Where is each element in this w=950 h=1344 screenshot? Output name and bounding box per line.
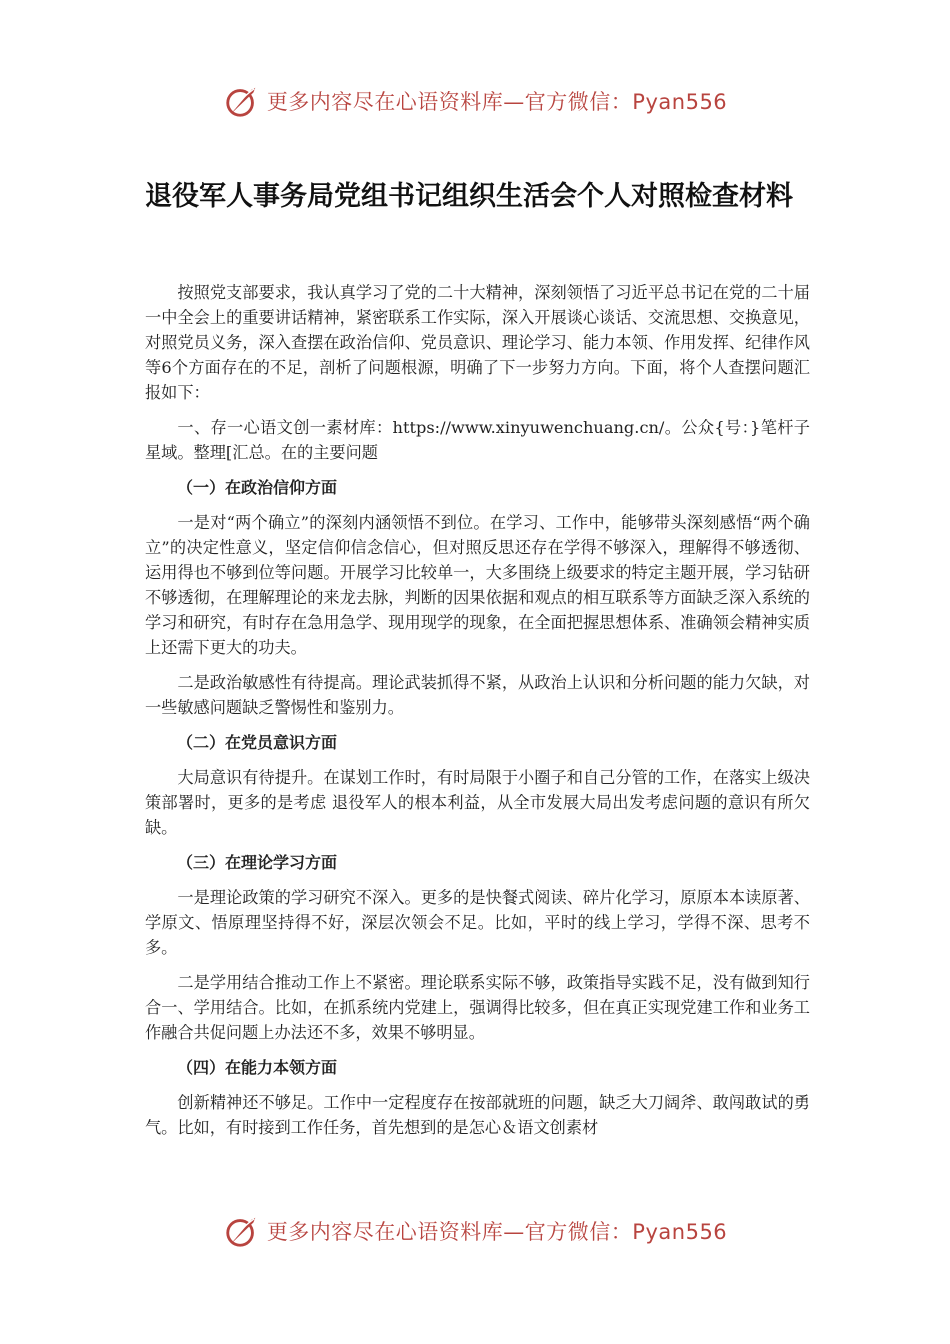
quill-pen-logo-icon <box>223 82 261 120</box>
document-body <box>145 280 810 1150</box>
footer-banner-text: 更多内容尽在心语资料库—官方微信：Pyan556 <box>266 1220 728 1244</box>
header-banner-text: 更多内容尽在心语资料库—官方微信：Pyan556 <box>266 90 728 114</box>
paragraph: 一是理论政策的学习研究不深入。更多的是快餐式阅读、碎片化学习，原原本本读原著、学原文、悟原理坚持得不好，深层次领会不足。比如，平时的线上学习，学得不深、思考不多。 <box>145 888 810 957</box>
subheading-ability: （四）在能力本领方面 <box>177 1058 338 1077</box>
subheading-political-belief: （一）在政治信仰方面 <box>177 478 338 497</box>
document-title: 退役军人事务局党组书记组织生活会个人对照检查材料 <box>145 181 793 212</box>
intro-paragraph: 按照党支部要求，我认真学习了党的二十大精神，深刻领悟了习近平总书记在党的二十届一中全会上的重要讲话精神，紧密联系工作实际，深入开展谈心谈话、交流思想、交换意见，对照党员义务，深入查摆在政治信仰、党员意识、理论学习、能力本领、作用发挥、纪律作风等6个方面存在的不足，剖析了问题根源，明确了下一步努力方向。下面，将个人查摆问题汇报如下： <box>145 283 810 402</box>
subheading-theory-study: （三）在理论学习方面 <box>177 853 338 872</box>
section-heading-problems: 一、存一心语文创一素材库：https://www.xinyuwenchuang.cn/。公众{号：}笔杆子星域。整理[汇总。在的主要问题 <box>145 418 810 462</box>
paragraph: 一是对“两个确立”的深刻内涵领悟不到位。在学习、工作中，能够带头深刻感悟“两个确立”的决定性意义，坚定信仰信念信心，但对照反思还存在学得不够深入，理解得不够透彻、运用得也不够到位等问题。开展学习比较单一，大多围绕上级要求的特定主题开展，学习钻研不够透彻，在理解理论的来龙去脉，判断的因果依据和观点的相互联系等方面缺乏深入系统的学习和研究，有时存在急用急学、现用现学的现象，在全面把握思想体系、准确领会精神实质上还需下更大的功夫。 <box>145 513 810 657</box>
paragraph: 创新精神还不够足。工作中一定程度存在按部就班的问题，缺乏大刀阔斧、敢闯敢试的勇气。比如，有时接到工作任务，首先想到的是怎心＆语文创素材 <box>145 1093 810 1137</box>
header-banner <box>0 78 950 124</box>
paragraph: 二是学用结合推动工作上不紧密。理论联系实际不够，政策指导实践不足，没有做到知行合一、学用结合。比如，在抓系统内党建上，强调得比较多，但在真正实现党建工作和业务工作融合共促问题上办法还不多，效果不够明显。 <box>145 973 810 1042</box>
paragraph: 二是政治敏感性有待提高。理论武装抓得不紧，从政治上认识和分析问题的能力欠缺，对一些敏感问题缺乏警惕性和鉴别力。 <box>145 673 810 717</box>
paragraph: 大局意识有待提升。在谋划工作时，有时局限于小圈子和自己分管的工作，在落实上级决策部署时，更多的是考虑 退役军人的根本利益，从全市发展大局出发考虑问题的意识有所欠缺。 <box>145 768 810 837</box>
subheading-party-awareness: （二）在党员意识方面 <box>177 733 338 752</box>
quill-pen-logo-icon <box>223 1212 261 1250</box>
footer-banner <box>0 1208 950 1254</box>
